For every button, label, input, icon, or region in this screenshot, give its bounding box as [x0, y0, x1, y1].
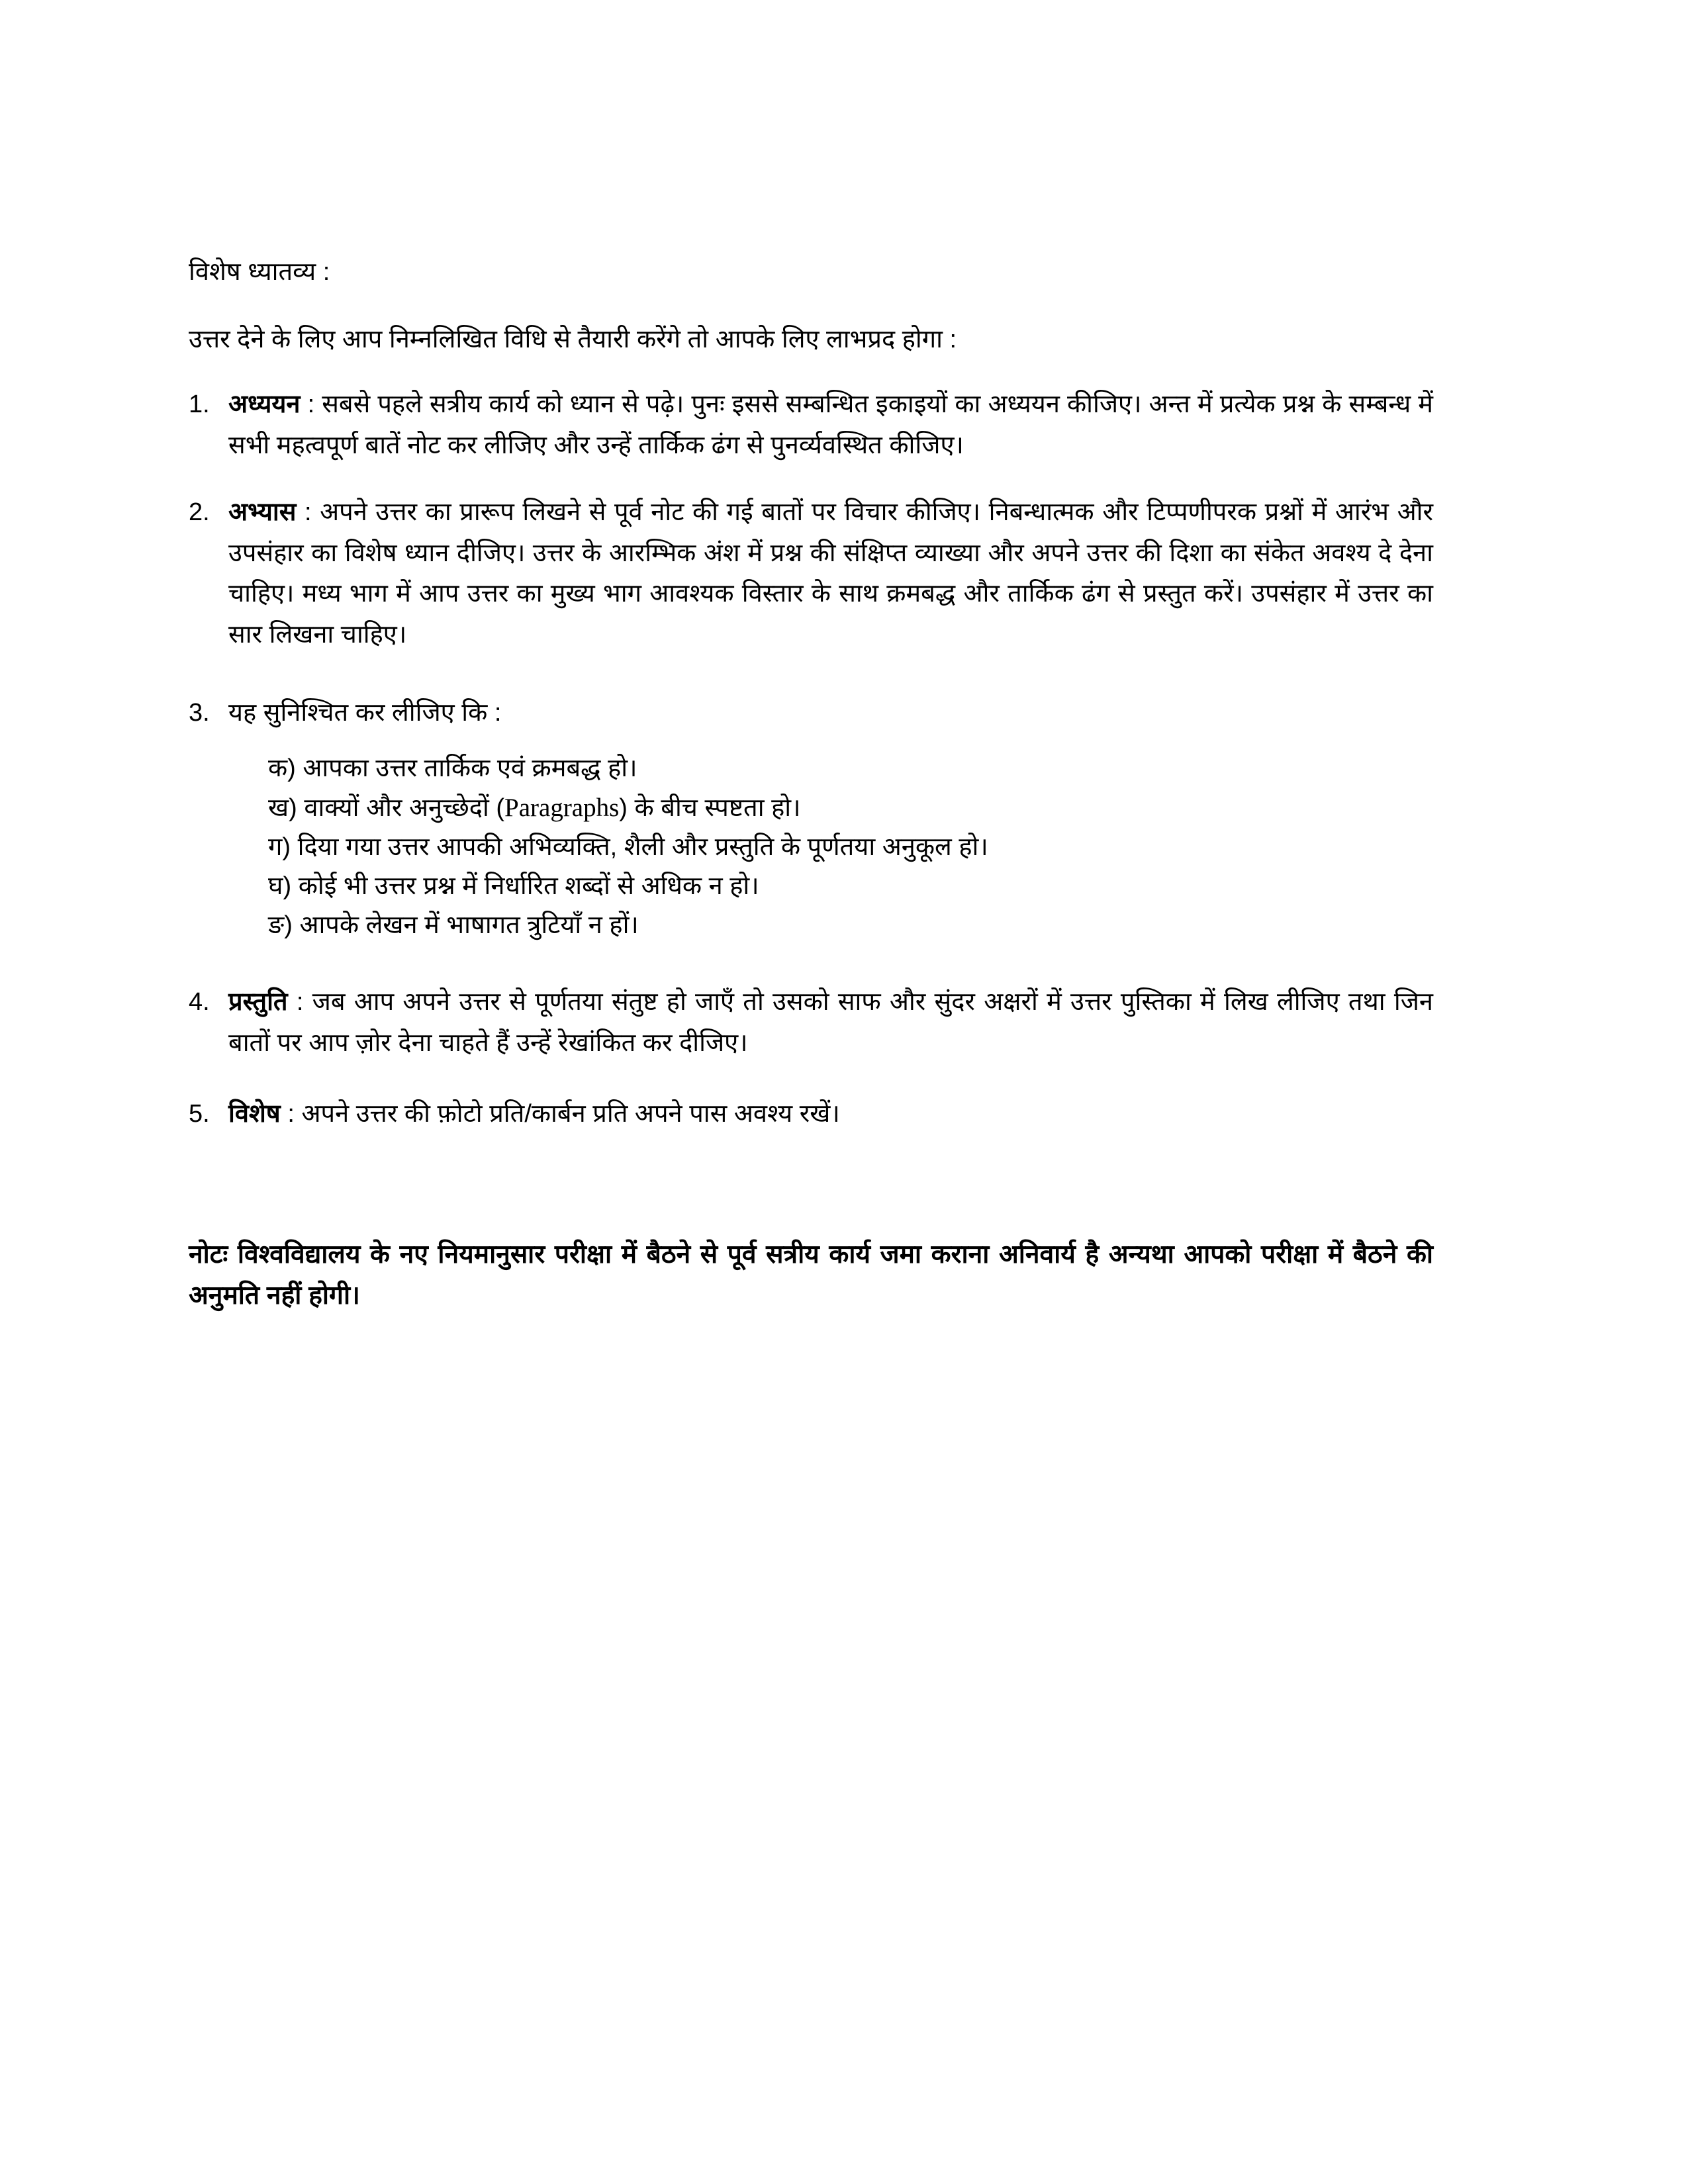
sub-item-text: आपका उत्तर तार्किक एवं क्रमबद्ध हो। — [303, 754, 637, 783]
list-item — [189, 385, 1433, 466]
list-item — [189, 1094, 1433, 1135]
item-separator: : — [296, 498, 320, 527]
instructions-list — [189, 385, 1433, 1134]
sub-item-text-after: ) के बीच स्पष्टता हो। — [619, 794, 801, 822]
sub-item-text: कोई भी उत्तर प्रश्न में निर्धारित शब्दों से अधिक न हो। — [298, 872, 759, 901]
item-lead-term: प्रस्तुति — [228, 988, 288, 1017]
sub-list-item — [268, 749, 1433, 788]
sub-item-text: आपके लेखन में भाषागत त्रुटियाँ न हों। — [299, 911, 639, 940]
sub-item-english-term: Paragraphs — [504, 794, 620, 822]
list-item — [189, 693, 1433, 946]
footer-note: नोटः विश्वविद्यालय के नए नियमानुसार परीक्षा में बैठने से पूर्व सत्रीय कार्य जमा कराना अनिवार्य है अन्यथा आपको परीक्षा में बैठने की अनुमति नहीं होगी। — [189, 1240, 1433, 1310]
sub-item-label: क) — [268, 754, 296, 783]
item-number: 1. — [189, 390, 210, 419]
item-lead-term: विशेष — [228, 1100, 281, 1128]
sub-item-label: ग) — [268, 833, 291, 862]
page-title: विशेष ध्यातव्य : — [189, 258, 330, 286]
page-content — [189, 255, 1433, 1317]
sub-item-text: दिया गया उत्तर आपकी अभिव्यक्ति, शैली और प्रस्तुति के पूर्णतया अनुकूल हो। — [297, 833, 988, 862]
item-separator: : — [287, 988, 312, 1017]
item-lead-term: अभ्यास — [228, 498, 297, 527]
sub-list-item — [268, 906, 1433, 945]
item-text: अपने उत्तर की फ़ोटो प्रति/कार्बन प्रति अपने पास अवश्य रखें। — [301, 1100, 840, 1128]
item-text: अपने उत्तर का प्रारूप लिखने से पूर्व नोट की गई बातों पर विचार कीजिए। निबन्धात्मक और टिप्पणीपरक प्रश्नों में आरंभ और उपसंहार का विशेष ध्यान दीजिए। उत्तर के आरम्भिक अंश में प्रश्न की संक्षिप्त व्याख्या और अपने उत्तर की दिशा का संकेत अवश्य दे देना चाहिए। मध्य भाग में आप उत्तर का मुख्य भाग आवश्यक विस्तार के साथ क्रमबद्ध और तार्किक ढंग से प्रस्तुत करें। उपसंहार में उत्तर का सार लिखना चाहिए। — [228, 498, 1433, 649]
item-number: 3. — [189, 698, 210, 727]
item-lead-term: अध्ययन — [228, 390, 301, 419]
item-number: 2. — [189, 498, 210, 527]
item-text: जब आप अपने उत्तर से पूर्णतया संतुष्ट हो जाएँ तो उसको साफ और सुंदर अक्षरों में उत्तर पुस्तिका में लिख लीजिए तथा जिन बातों पर आप ज़ोर देना चाहते हैं उन्हें रेखांकित कर दीजिए। — [228, 988, 1433, 1057]
sub-list-item — [268, 788, 1433, 828]
sub-item-label: घ) — [268, 872, 292, 901]
list-item — [189, 982, 1433, 1064]
sub-item-label: ङ) — [268, 911, 293, 940]
item-separator: : — [300, 390, 322, 419]
sub-items-list — [228, 749, 1433, 945]
list-item — [189, 492, 1433, 655]
item-separator: : — [280, 1100, 302, 1128]
item-number: 4. — [189, 988, 210, 1017]
sub-list-item — [268, 828, 1433, 867]
sub-list-item — [268, 867, 1433, 906]
sub-item-label: ख) — [268, 794, 297, 822]
intro-paragraph: उत्तर देने के लिए आप निम्नलिखित विधि से तैयारी करेंगे तो आपके लिए लाभप्रद होगा : — [189, 326, 957, 354]
item-text: सबसे पहले सत्रीय कार्य को ध्यान से पढ़े। पुनः इससे सम्बन्धित इकाइयों का अध्ययन कीजिए। अन्त में प्रत्येक प्रश्न के सम्बन्ध में सभी महत्वपूर्ण बातें नोट कर लीजिए और उन्हें तार्किक ढंग से पुनर्व्यवस्थित कीजिए। — [228, 390, 1433, 459]
sub-item-text-before: वाक्यों और अनुच्छेदों ( — [304, 794, 505, 822]
item-number: 5. — [189, 1100, 210, 1128]
item-text: यह सुनिश्चित कर लीजिए कि : — [228, 698, 502, 727]
